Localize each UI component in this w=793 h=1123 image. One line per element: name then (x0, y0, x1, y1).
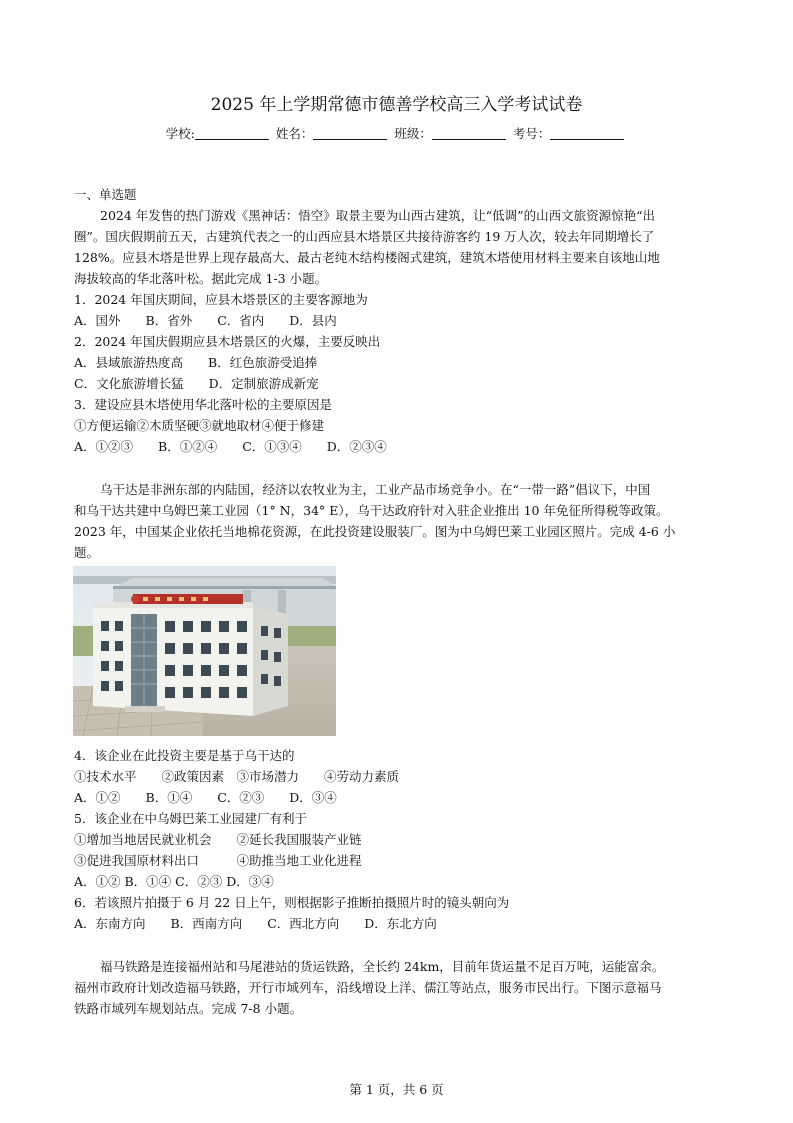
question-1-options: A．国外 B．省外 C．省内 D．县内 (74, 313, 337, 328)
school-blank (195, 127, 269, 140)
question-2-options: C．文化旅游增长猛 D．定制旅游成新宠 (74, 376, 319, 391)
question-4: 4．该企业在此投资主要是基于乌干达的 (74, 748, 295, 763)
question-5: 5．该企业在中乌姆巴莱工业园建厂有利于 (74, 811, 307, 826)
page-footer: 第 1 页，共 6 页 (349, 1082, 444, 1097)
question-3: 3．建设应县木塔使用华北落叶松的主要原因是 (74, 397, 332, 412)
id-label: 考号： (512, 126, 551, 141)
passage1-line: 圈”。国庆假期前五天，古建筑代表之一的山西应县木塔景区共接待游客约 19 万人次，较去年同期增长了 (74, 229, 655, 244)
name-label: 姓名： (275, 126, 314, 141)
student-info-row (0, 124, 793, 142)
question-5-statements: ①增加当地居民就业机会 ②延长我国服装产业链 (74, 832, 362, 847)
passage2-line: 和乌干达共建中乌姆巴莱工业园（1° N，34° E），乌干达政府针对入驻企业推出 10 年免征所得税等政策。 (74, 503, 669, 518)
industrial-park-photo (73, 566, 336, 736)
question-4-statements: ①技术水平 ②政策因素 ③市场潜力 ④劳动力素质 (74, 769, 400, 784)
class-blank (432, 127, 506, 140)
question-4-options: A．①② B．①④ C．②③ D．③④ (74, 790, 337, 805)
section-heading: 一、单选题 (74, 187, 137, 202)
class-label: 班级： (394, 126, 432, 141)
question-5-statements: ③促进我国原材料出口 ④助推当地工业化进程 (74, 853, 362, 868)
name-blank (313, 127, 387, 140)
question-1: 1．2024 年国庆期间，应县木塔景区的主要客源地为 (74, 292, 368, 307)
question-6: 6．若该照片拍摄于 6 月 22 日上午，则根据影子推断拍摄照片时的镜头朝向为 (74, 895, 510, 910)
passage2-line: 乌干达是非洲东部的内陆国，经济以农牧业为主，工业产品市场竞争小。在“一带一路”倡议下，中国 (100, 482, 651, 497)
question-6-options: A．东南方向 B．西南方向 C．西北方向 D．东北方向 (74, 916, 437, 931)
passage3-line: 铁路市域列车规划站点。完成 7-8 小题。 (74, 1001, 303, 1016)
school-label: 学校: (165, 126, 195, 141)
id-blank (550, 127, 624, 140)
question-5-options: A．①② B．①④ C．②③ D．③④ (74, 874, 274, 889)
passage1-line: 128%。应县木塔是世界上现存最高大、最古老纯木结构楼阁式建筑，建筑木塔使用材料主要来自该地山地 (74, 250, 660, 265)
passage1-line: 海拔较高的华北落叶松。据此完成 1-3 小题。 (74, 271, 328, 286)
passage2-line: 题。 (74, 545, 100, 560)
question-3-statements: ①方便运输②木质坚硬③就地取材④便于修建 (74, 418, 325, 433)
question-3-options: A．①②③ B．①②④ C．①③④ D．②③④ (74, 439, 387, 454)
question-2: 2．2024 年国庆假期应县木塔景区的火爆，主要反映出 (74, 334, 381, 349)
passage3-line: 福马铁路是连接福州站和马尾港站的货运铁路，全长约 24km，目前年货运量不足百万吨，运能富余。 (100, 959, 665, 974)
exam-title: 2025 年上学期常德市德善学校高三入学考试试卷 (210, 95, 583, 115)
passage1-line: 2024 年发售的热门游戏《黑神话：悟空》取景主要为山西古建筑，让“低调”的山西文旅资源惊艳“出 (100, 208, 655, 223)
passage2-line: 2023 年，中国某企业依托当地棉花资源，在此投资建设服装厂。图为中乌姆巴莱工业园区照片。完成 4-6 小 (74, 524, 676, 539)
passage3-line: 福州市政府计划改造福马铁路，开行市域列车，沿线增设上洋、儒江等站点，服务市民出行。下图示意福马 (74, 980, 662, 995)
question-2-options: A．县域旅游热度高 B．红色旅游受追捧 (74, 355, 318, 370)
